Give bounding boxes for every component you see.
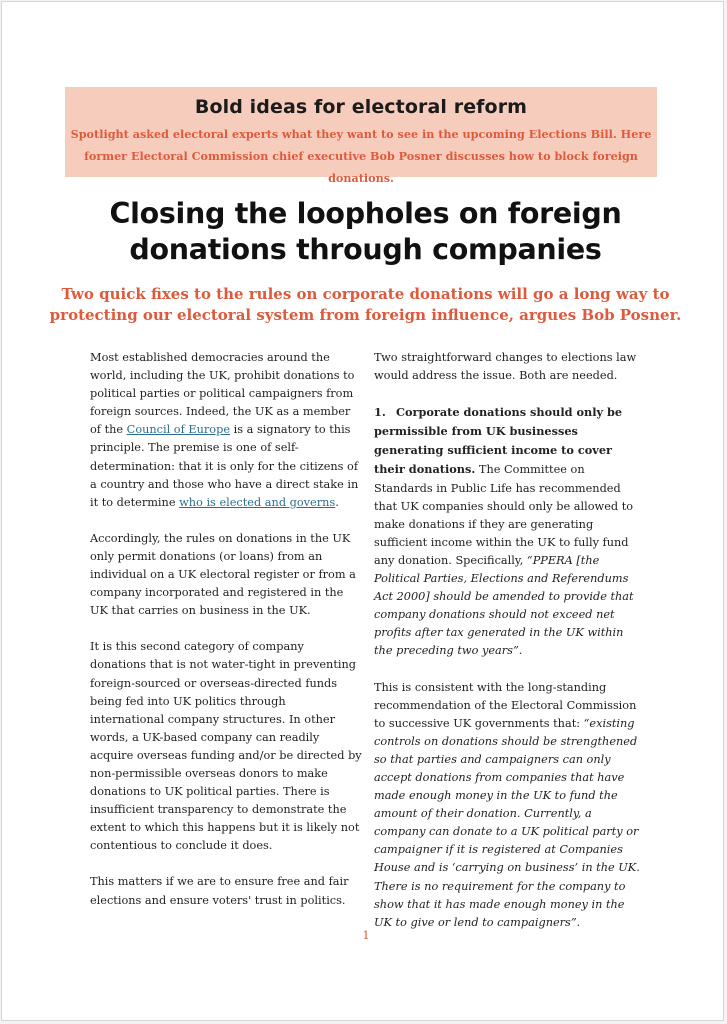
right-paragraph-3	[374, 679, 642, 932]
standfirst-line-1: Two quick fixes to the rules on corporate donations will go a long way to	[61, 285, 670, 303]
standfirst-line-2: protecting our electoral system from foreign influence, argues Bob Posner.	[49, 306, 682, 324]
banner-subtitle-line-1: Spotlight asked electoral experts what they want to see in the upcoming Elections Bill. Here	[70, 127, 652, 141]
right-p3-end: .	[576, 915, 581, 929]
numbered-point-1	[374, 403, 642, 660]
document-page	[1, 1, 724, 1021]
point-1-end: .	[518, 644, 523, 658]
page-number: 1	[362, 928, 370, 942]
left-paragraph-4: This matters if we are to ensure free and fair elections and ensure voters' trust in politics.	[90, 875, 349, 907]
left-p1-text-c: .	[335, 495, 339, 509]
article-standfirst	[42, 284, 689, 326]
banner-subtitle	[65, 123, 657, 189]
council-of-europe-link[interactable]: Council of Europe	[126, 423, 231, 437]
electoral-commission-quote: “existing controls on donations should be strengthened so that parties and campaigners can only accept donations from companies that have made enough money in the UK to fund the amount of their donation. Currently, a company can donate to a UK political party or campaigner if it is registered at Companies House and is ‘carrying on business’ in the UK. There is no requirement for the company to show that it has made enough money in the UK to give or lend to campaigners”	[374, 716, 640, 929]
series-banner	[65, 87, 657, 185]
left-p1-text-b: is a signatory to this principle. The premise is one of self-determination: that it is only for the citizens of a country and those who have a direct stake in it to determine	[90, 423, 359, 509]
left-paragraph-2: Accordingly, the rules on donations in the UK only permit donations (or loans) from an individual on a UK electoral register or from a company incorporated and registered in the UK that carries on business in the UK.	[90, 531, 356, 618]
point-1-number: 1.	[374, 405, 386, 420]
point-1-heading: Corporate donations should only be permissible from UK businesses generating sufficient income to cover their donations.	[374, 405, 623, 477]
left-column	[90, 349, 362, 928]
article-headline	[32, 196, 699, 268]
banner-title: Bold ideas for electoral reform	[194, 96, 528, 118]
right-p3-text: This is consistent with the long-standing recommendation of the Electoral Commission to successive UK governments that:	[374, 680, 637, 730]
left-paragraph-1	[90, 349, 362, 512]
pppera-quote: “PPERA [the Political Parties, Elections and Referendums Act 2000] should be amended to provide that company donations should not exceed net profits after tax generated in the UK within the preceding two years”	[374, 553, 634, 658]
point-1-text: The Committee on Standards in Public Life has recommended that UK companies should only be allowed to make donations if they are generating sufficient income within the UK to fully fund any donation. Specifically,	[374, 463, 634, 567]
left-p1-text-a: Most established democracies around the world, including the UK, prohibit donations to political parties or political campaigners from foreign sources. Indeed, the UK as a member of the	[90, 351, 355, 437]
right-paragraph-1: Two straightforward changes to elections law would address the issue. Both are needed.	[374, 351, 637, 383]
who-is-elected-link[interactable]: who is elected and governs	[179, 495, 336, 509]
right-column	[374, 349, 642, 950]
banner-subtitle-line-2: former Electoral Commission chief executive Bob Posner discusses how to block foreign donations.	[84, 149, 638, 185]
headline-line-1: Closing the loopholes on foreign	[109, 197, 622, 230]
left-paragraph-3: It is this second category of company donations that is not water-tight in preventing foreign-sourced or overseas-directed funds being fed into UK politics through international company structures. In other words, a UK-based company can readily acquire overseas funding and/or be directed by non-permissible overseas donors to make donations to UK political parties. There is insufficient transparency to demonstrate the extent to which this happens but it is likely not contentious to conclude it does.	[90, 640, 362, 853]
headline-line-2: donations through companies	[129, 233, 602, 266]
